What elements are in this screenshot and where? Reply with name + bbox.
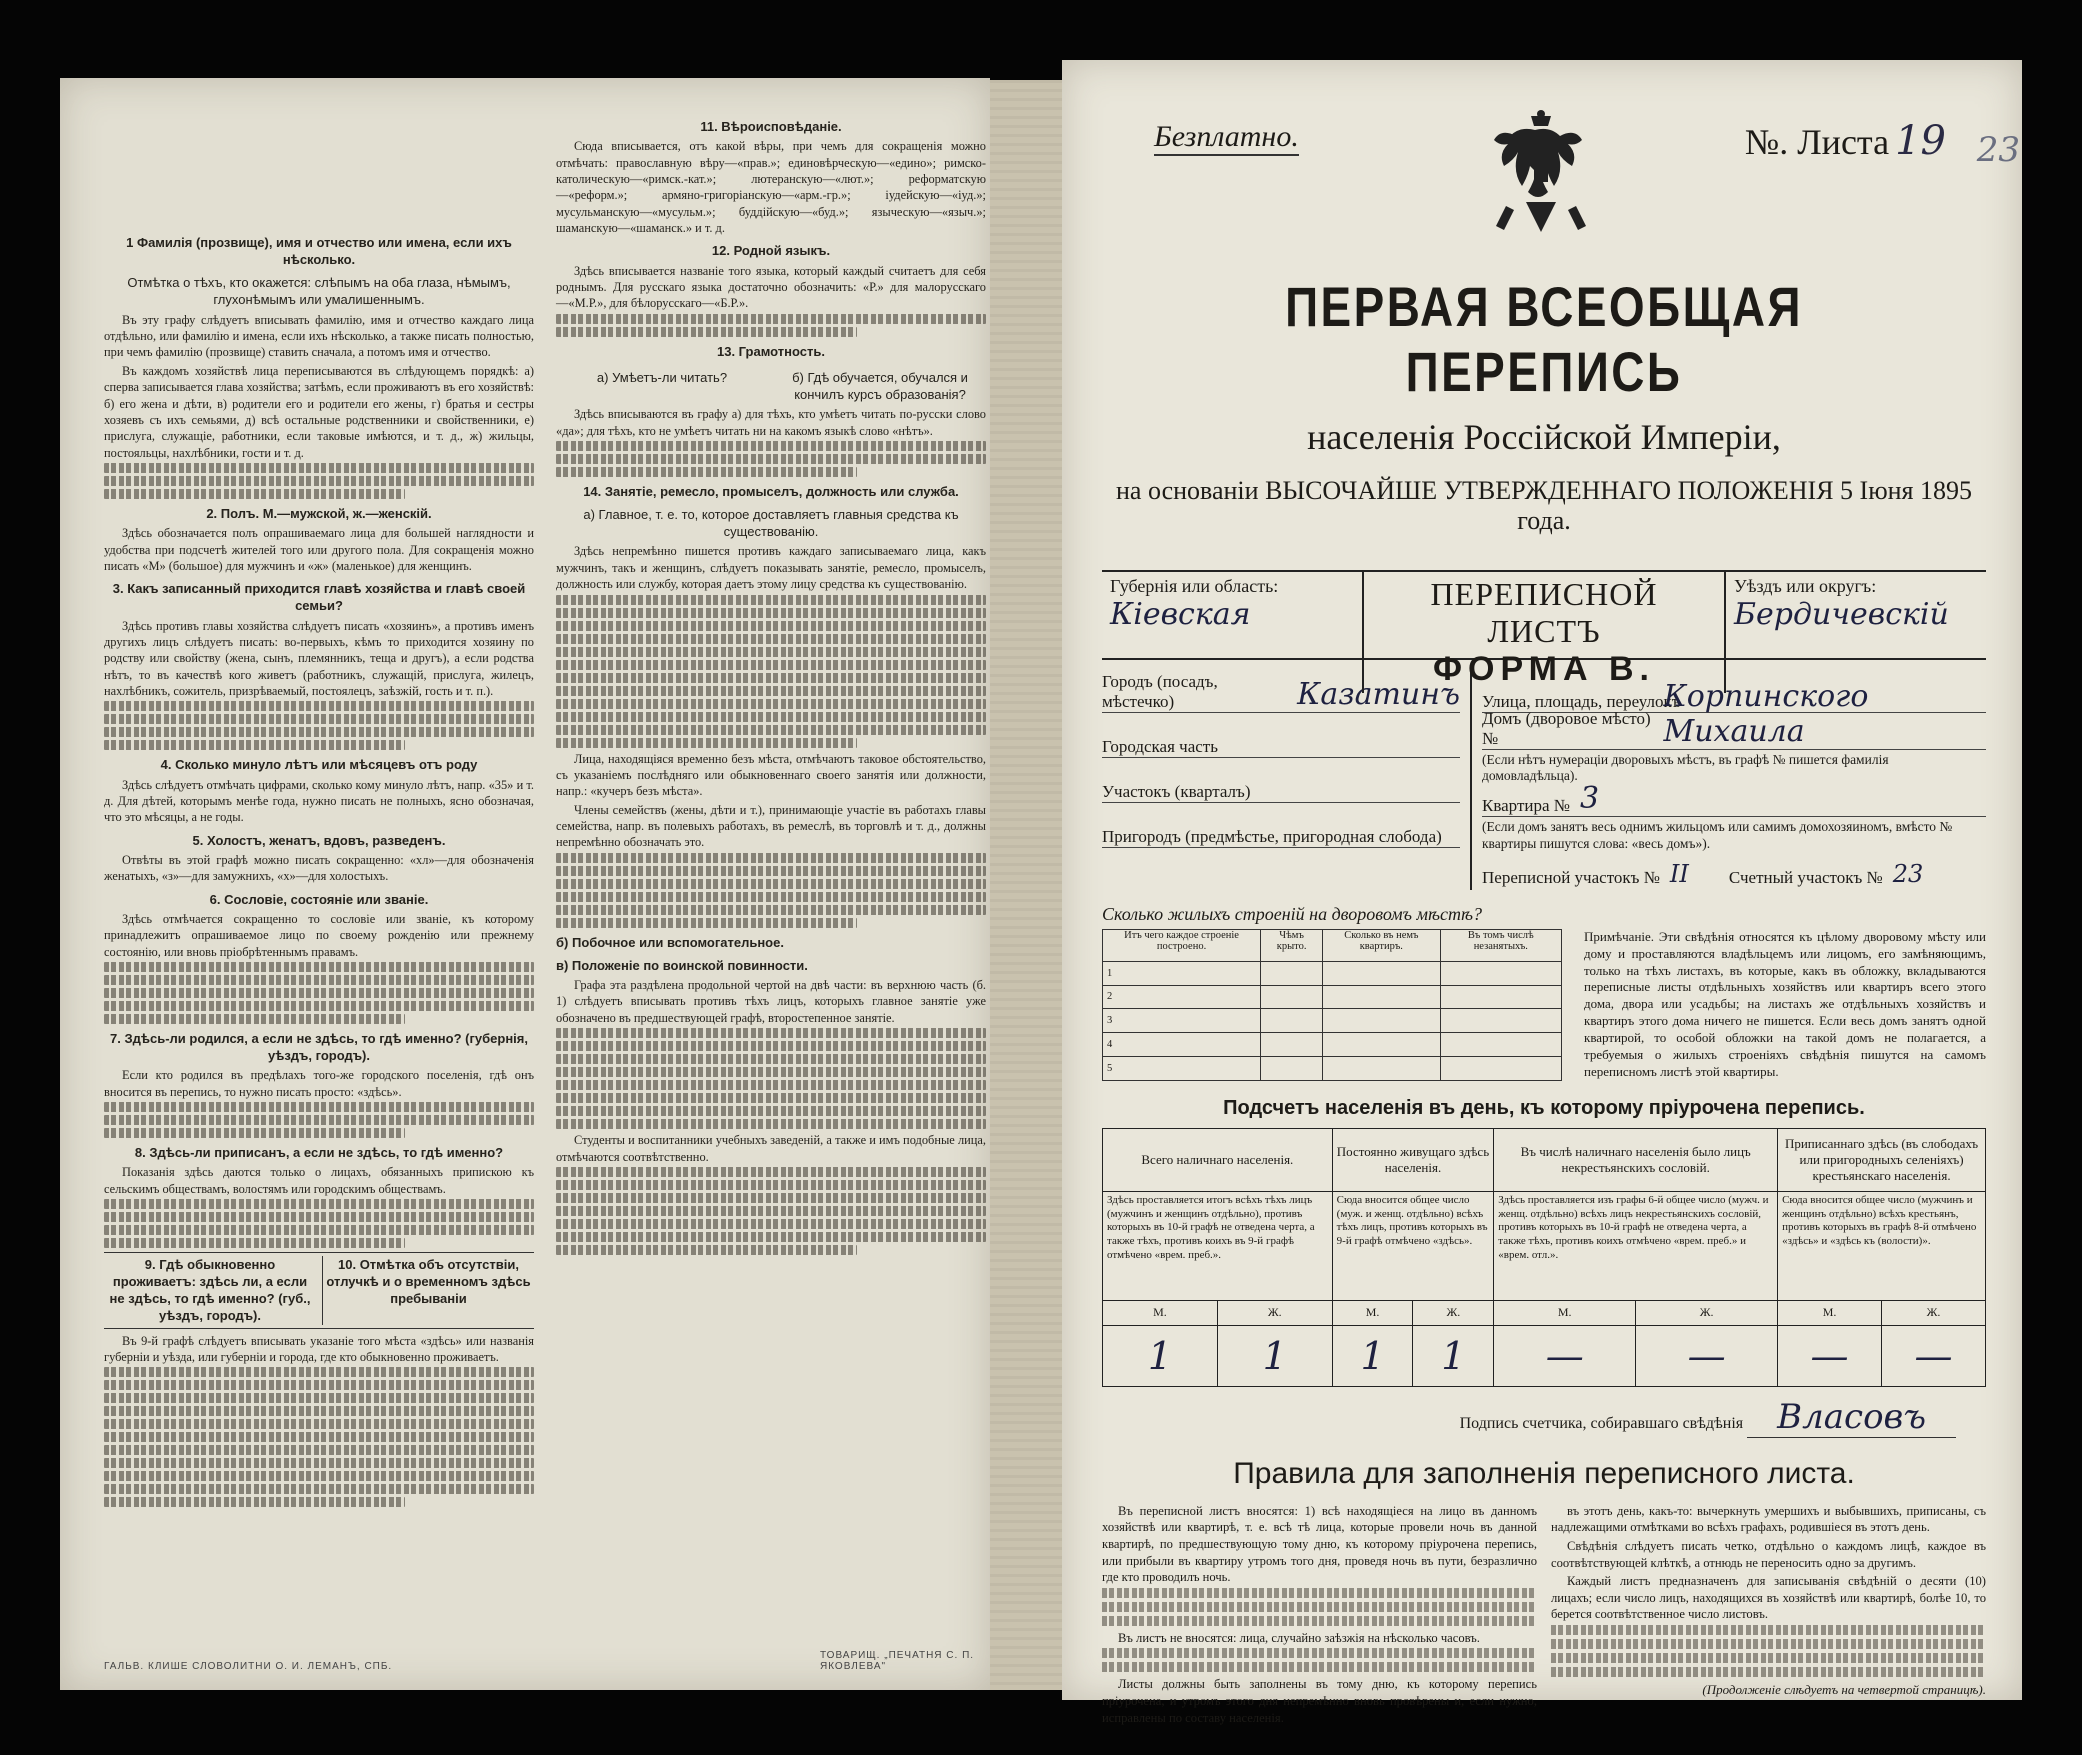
row-number: 2 bbox=[1103, 985, 1261, 1009]
text-line bbox=[104, 1102, 534, 1112]
section-5-heading: 5. Холостъ, женатъ, вдовъ, разведенъ. bbox=[192, 832, 446, 848]
section-8-text: Показанія здѣсь даются только о лицахъ, обязанныхъ припискою къ сельскимъ обществамъ, волостямъ или городскимъ обществамъ. bbox=[104, 1165, 534, 1196]
text-line bbox=[556, 1219, 986, 1229]
town-part-label: Городская часть bbox=[1102, 737, 1218, 756]
rules-text bbox=[1102, 1503, 1986, 1728]
signature-value: Власовъ bbox=[1747, 1397, 1956, 1438]
text-line bbox=[104, 1419, 534, 1429]
text-line bbox=[104, 714, 534, 724]
precinct-field bbox=[1102, 760, 1460, 803]
text-line bbox=[556, 1167, 986, 1177]
text-line bbox=[104, 1128, 405, 1138]
house-note: (Если нѣтъ нумераціи дворовыхъ мѣстъ, въ графѣ № пишется фамилія домовладѣльца). bbox=[1482, 752, 1889, 784]
text-line bbox=[104, 740, 405, 750]
text-line bbox=[104, 1238, 405, 1248]
text-line bbox=[556, 314, 986, 324]
text-line bbox=[104, 988, 534, 998]
female-header: Ж. bbox=[1636, 1300, 1778, 1325]
text-line bbox=[104, 1199, 534, 1209]
rules-paragraph: Въ переписной листъ вносятся: 1) всѣ находящіеся на лицо въ данномъ хозяйствѣ или квартирѣ, т. е. всѣ тѣ лица, которые провели ночь въ данной квартирѣ, по предшествующую тому дню, къ которому пріурочена перепись, или прибыли въ квартиру утромъ того дня, проведя ночь въ пути, безразлично где кто проводилъ ночь. bbox=[1102, 1503, 1537, 1585]
left-page-instructions bbox=[60, 78, 990, 1690]
text-line bbox=[556, 647, 986, 657]
section-14-text-3: Члены семействъ (жены, дѣти и т.), принимающіе участіе въ работахъ главы семейства, напр. въ полевыхъ работахъ, въ ремеслѣ, въ торговлѣ и т. д., должны непремѣнно обозначать это. bbox=[556, 802, 986, 850]
census-area-label: Переписной участокъ № bbox=[1482, 867, 1660, 887]
text-line bbox=[556, 725, 986, 735]
count-value: 1 bbox=[1103, 1325, 1218, 1386]
buildings-header-row bbox=[1103, 929, 1562, 961]
section-5-text: Отвѣты въ этой графѣ можно писать сокращенно: «хл»—для обозначенія женатыхъ, «з»—для замужнихъ, «х»—для холостыхъ. bbox=[104, 852, 534, 884]
double-headed-eagle-emblem-icon bbox=[1486, 106, 1596, 256]
section-7-heading: 7. Здѣсь-ли родился, а если не здѣсь, то гдѣ именно? (губернія, уѣздъ, городъ). bbox=[110, 1030, 528, 1064]
text-line bbox=[556, 1106, 986, 1116]
text-line bbox=[556, 1067, 986, 1077]
text-line bbox=[104, 1380, 534, 1390]
text-line bbox=[104, 476, 534, 486]
count-value: 1 bbox=[1332, 1325, 1413, 1386]
text-line bbox=[556, 327, 857, 337]
binding-gutter bbox=[990, 80, 1062, 1690]
section-1-note: Отмѣтка о тѣхъ, кто окажется: слѣпымъ на оба глаза, нѣмымъ, глухонѣмымъ или умалишеннымъ. bbox=[127, 275, 511, 308]
text-line bbox=[1102, 1662, 1537, 1672]
sheet-number bbox=[1745, 118, 1946, 164]
province-label: Губернія или область: bbox=[1110, 576, 1279, 596]
text-line bbox=[556, 621, 986, 631]
rules-paragraph: Листы должны быть заполнены въ тому дню, къ которому перепись пріурочена, и утромъ этого дня непремѣнно вновь провѣрены и, если нужно, исправлены по составу населенія. bbox=[1102, 1677, 1537, 1725]
count-desc-peasant: Сюда вносится общее число (мужчинъ и женщинъ отдѣльно) всѣхъ крестьянъ, противъ которыхъ въ графѣ 8-й отмѣчено «здѣсь» и «здѣсь къ (волости)». bbox=[1778, 1191, 1986, 1300]
suburb-label: Пригородъ (предмѣстье, пригородная слобода) bbox=[1102, 827, 1442, 846]
census-area-value: II bbox=[1669, 859, 1689, 888]
district-label: Уѣздъ или округъ: bbox=[1734, 576, 1877, 596]
male-header: М. bbox=[1332, 1300, 1413, 1325]
form-variant: ФОРМА В. bbox=[1432, 650, 1656, 688]
apartment-value: 3 bbox=[1580, 781, 1600, 817]
section-3-heading: 3. Какъ записанный приходится главѣ хозяйства и главѣ своей семьи? bbox=[112, 581, 526, 614]
region-row bbox=[1102, 572, 1986, 688]
address-block bbox=[1102, 670, 1986, 890]
continuation-note: (Продолженіе слѣдуетъ на четвертой страницѣ). bbox=[1702, 1682, 1986, 1698]
text-line bbox=[556, 1232, 986, 1242]
town-part-field bbox=[1102, 715, 1460, 758]
text-line bbox=[556, 454, 986, 464]
text-line bbox=[1102, 1616, 1537, 1626]
count-value: — bbox=[1882, 1325, 1986, 1386]
instructions-column-right bbox=[556, 112, 986, 1258]
count-desc-permanent: Сюда вносится общее число (муж. и женщ. отдѣльно) всѣхъ тѣхъ лицъ, противъ которыхъ въ 9-й графѣ отмѣчено «здѣсь». bbox=[1332, 1191, 1494, 1300]
population-count-table bbox=[1102, 1128, 1986, 1387]
address-right bbox=[1472, 670, 1986, 890]
section-10-heading: 10. Отмѣтка объ отсутствіи, отлучкѣ и о временномъ здѣсь пребываніи bbox=[322, 1256, 534, 1325]
count-header-non-peasant: Въ числѣ наличнаго населенія было лицъ некрестьянскихъ сословій. bbox=[1494, 1128, 1778, 1191]
text-line bbox=[556, 1093, 986, 1103]
section-14b-heading: б) Побочное или вспомогательное. bbox=[556, 934, 784, 950]
table-row bbox=[1103, 1033, 1562, 1057]
text-line bbox=[104, 489, 405, 499]
text-line bbox=[104, 1225, 534, 1235]
count-sex-row bbox=[1103, 1300, 1986, 1325]
male-header: М. bbox=[1103, 1300, 1218, 1325]
street-label: Улица, площадь, переулокъ bbox=[1482, 692, 1681, 711]
instructions-column-left bbox=[104, 228, 534, 1510]
text-line bbox=[104, 1014, 405, 1024]
apartment-field bbox=[1482, 781, 1986, 817]
suburb-field bbox=[1102, 805, 1460, 848]
rules-paragraph: въ этотъ день, какъ-то: вычеркнуть умершихъ и выбывшихъ, приписаны, съ надлежащими отмѣтками во всѣхъ графахъ, родившіеся въ этотъ день. bbox=[1551, 1503, 1986, 1535]
female-header: Ж. bbox=[1217, 1300, 1332, 1325]
text-line bbox=[1551, 1625, 1986, 1635]
text-line bbox=[1551, 1653, 1986, 1663]
census-form-page bbox=[1062, 60, 2022, 1725]
section-9-10-header bbox=[104, 1252, 534, 1329]
text-line bbox=[556, 595, 986, 605]
section-14a-heading: а) Главное, т. е. то, которое доставляетъ главныя средства къ существованію. bbox=[583, 507, 959, 540]
section-13-heading: 13. Грамотность. bbox=[717, 343, 825, 359]
text-line bbox=[104, 1367, 534, 1377]
section-13b-heading: б) Гдѣ обучается, обучался и кончилъ курсъ образованія? bbox=[792, 369, 968, 402]
signature-row bbox=[1102, 1397, 1986, 1437]
section-2-heading: 2. Полъ. М.—мужской, ж.—женскій. bbox=[206, 506, 432, 521]
count-values-row bbox=[1103, 1325, 1986, 1386]
count-header-row bbox=[1103, 1128, 1986, 1191]
page-subtitle: населенія Россійской Имперіи, bbox=[1307, 417, 1781, 457]
section-6-text: Здѣсь отмѣчается сокращенно то сословіе или званіе, къ которому принадлежитъ опрашиваемое лицо по своему рожденію или прежнему состоянію, или вновь пріобрѣтеннымъ правамъ. bbox=[104, 911, 534, 959]
female-header: Ж. bbox=[1413, 1300, 1494, 1325]
text-line bbox=[104, 1484, 534, 1494]
text-line bbox=[104, 1497, 405, 1507]
buildings-header-material: Итъ чего каждое строеніе построено. bbox=[1103, 929, 1261, 961]
text-line bbox=[556, 866, 986, 876]
table-row bbox=[1103, 985, 1562, 1009]
section-8-heading: 8. Здѣсь-ли приписанъ, а если не здѣсь, то гдѣ именно? bbox=[134, 1145, 504, 1160]
section-12-text: Здѣсь вписывается названіе того языка, который каждый считаетъ для себя роднымъ. Для русскаго языка достаточно обозначить: «Р.» для малорусскаго—«М.Р.», для бѣлорусскаго—«Б.Р.». bbox=[556, 263, 986, 311]
text-line bbox=[104, 701, 534, 711]
section-6-heading: 6. Сословіе, состояніе или званіе. bbox=[209, 891, 429, 907]
text-line bbox=[104, 1212, 534, 1222]
town-value: Казатинъ bbox=[1297, 677, 1460, 712]
count-desc-non-peasant: Здѣсь проставляется изъ графы 6-й общее число (мужч. и женщ. отдѣльно) всѣхъ лицъ некрестьянскихъ сословій, противъ которыхъ въ 10-й графѣ не отведена черта, а также тѣхъ, противъ коихъ отмѣчено «врем. преб.» и «врем. отл.». bbox=[1494, 1191, 1778, 1300]
town-label: Городъ (посадъ, мѣстечко) bbox=[1102, 672, 1218, 711]
text-line bbox=[104, 1406, 534, 1416]
row-number: 1 bbox=[1103, 961, 1261, 985]
buildings-header-apartments: Сколько въ немъ квартиръ. bbox=[1323, 929, 1441, 961]
form-header bbox=[1102, 100, 2020, 270]
text-line bbox=[1102, 1648, 1537, 1658]
rules-paragraph: Свѣдѣнія слѣдуетъ писать четко, отдѣльно о каждомъ лицѣ, каждое въ соотвѣтствующей клѣткѣ, а отнюдь не переносить одно за другимъ. bbox=[1551, 1538, 1986, 1570]
section-11-heading: 11. Вѣроисповѣданіе. bbox=[700, 119, 842, 134]
section-2-text: Здѣсь обозначается полъ опрашиваемаго лица для большей наглядности и удобства при подсчетѣ жителей того или другого пола. Для сокращенія можно писать «М» (большое) для мужчинъ и «ж» (маленькое) для женщинъ. bbox=[104, 526, 534, 573]
rules-column-right bbox=[1551, 1503, 1986, 1728]
section-13a-heading: а) Умѣетъ-ли читать? bbox=[596, 369, 728, 385]
count-header-peasant: Приписаннаго здѣсь (въ слободахъ или пригородныхъ селеніяхъ) крестьянскаго населенія. bbox=[1778, 1128, 1986, 1191]
female-header: Ж. bbox=[1882, 1300, 1986, 1325]
right-imprint: ТОВАРИЩ. „ПЕЧАТНЯ С. П. ЯКОВЛЕВА" bbox=[820, 1650, 975, 1672]
rules-title: Правила для заполненія переписного листа. bbox=[1233, 1456, 1855, 1490]
section-3-text: Здѣсь противъ главы хозяйства слѣдуетъ писать «хозяинъ», а противъ именъ другихъ лицъ слѣдуетъ писать: во-первыхъ, кѣмъ то приходится хозяину по родству или свойству (жена, сынъ, племянникъ, теща и другъ), а если родства нѣтъ, то въ качествѣ кого живетъ (работникъ, служащій, прислуга, жилецъ, нахлѣбникъ, сожитель, призрѣваемый, постоялецъ, заѣзжій, гость и т. п.). bbox=[104, 618, 534, 699]
text-line bbox=[556, 1028, 986, 1038]
text-line bbox=[556, 918, 857, 928]
form-title: ПЕРЕПИСНОЙ ЛИСТЪ bbox=[1430, 576, 1658, 649]
count-value: 1 bbox=[1413, 1325, 1494, 1386]
table-row bbox=[1103, 961, 1562, 985]
table-row bbox=[1103, 1009, 1562, 1033]
text-line bbox=[556, 634, 986, 644]
section-1-text: Въ эту графу слѣдуетъ вписывать фамилію, имя и отчество каждаго лица отдѣльно, или фамилію и имена, если ихъ нѣсколько, а также писать полностью, при чемъ фамилію (прозвище) ставить сначала, а потомъ имя и отчество. bbox=[104, 312, 534, 360]
section-4-text: Здѣсь слѣдуетъ отмѣчать цифрами, сколько кому минуло лѣтъ, напр. «35» и т. д. Для дѣтей, которымъ менѣе года, нужно писать не полныхъ, ясно обозначая, что это мѣсяцы, а не годы. bbox=[104, 777, 534, 825]
section-14-text-5: Студенты и воспитанники учебныхъ заведеній, а также и имъ подобные лица, отмѣчаются соотвѣтственно. bbox=[556, 1133, 986, 1164]
text-line bbox=[104, 962, 534, 972]
section-11-text: Сюда вписывается, отъ какой вѣры, при чемъ для сокращенія можно отмѣчать: православную вѣру—«прав.»; единовѣрческую—«едино»; римско-католическую—«римск.-кат.»; лютеранскую—«лют.»; реформатскую—«реформ.»; армяно-григоріанскую—«арм.-гр.»; іудейскую—«іуд.»; мусульманскую—«мусульм.»; буддійскую—«буд.»; языческую—«языч.»; шаманскую—«шаманск.» и т. д. bbox=[556, 139, 986, 236]
text-line bbox=[556, 1180, 986, 1190]
buildings-header-vacant: Въ томъ числѣ незанятыхъ. bbox=[1440, 929, 1561, 961]
section-7-text: Если кто родился въ предѣлахъ того-же городского поселенія, гдѣ онъ вносится въ перепись, то нужно писать просто: «здѣсь». bbox=[104, 1068, 534, 1099]
row-number: 3 bbox=[1103, 1009, 1261, 1033]
buildings-section bbox=[1102, 929, 1986, 1081]
text-line bbox=[104, 975, 534, 985]
precinct-label: Участокъ (кварталъ) bbox=[1102, 782, 1251, 801]
text-line bbox=[1551, 1639, 1986, 1649]
section-14-text-4: Графа эта раздѣлена продольной чертой на двѣ части: въ верхнюю часть (б. 1) слѣдуетъ вписывать противъ тѣхъ лицъ, которыхъ главное занятіе уже обозначено въ предшествующей графѣ, второстепенное занятіе. bbox=[556, 978, 986, 1025]
province-value: Кіевская bbox=[1110, 597, 1251, 632]
section-12-heading: 12. Родной языкъ. bbox=[711, 243, 831, 259]
count-header-total: Всего наличнаго населенія. bbox=[1103, 1128, 1333, 1191]
male-header: М. bbox=[1494, 1300, 1636, 1325]
text-line bbox=[1102, 1602, 1537, 1612]
text-line bbox=[556, 905, 986, 915]
buildings-note: Примѣчаніе. Эти свѣдѣнія относятся къ цѣлому дворовому мѣсту или дому и проставляются владѣльцемъ или лицомъ, его замѣняющимъ, только на тѣхъ листахъ, въ которые, какъ въ обложку, вкладываются переписные листы отдѣльныхъ хозяйствъ или квартиръ всего этого дома, двора или усадьбы; на листахъ же отдѣльныхъ хозяйствъ и квартиръ этого дома ничего не пишется. Если весь домъ занятъ одной квартирой, то особой обложки на такой домъ не полагается, а требуемыя о жилыхъ строеніяхъ свѣдѣнія пишутся на самомъ переписномъ листѣ этой квартиры. bbox=[1584, 928, 1986, 1079]
text-line bbox=[104, 1432, 534, 1442]
section-1-text-2: Въ каждомъ хозяйствѣ лица переписываются въ слѣдующемъ порядкѣ: а) сперва записывается глава хозяйства; затѣмъ, если проживаютъ въ его хозяйствѣ: б) его жена и дѣти, в) родители его и родители его жены, г) братья и сестры хозяевъ съ ихъ семьями, д) всѣ остальные родственники и свойственники, е) прислуга, служащіе, работники, если таковые имѣются, и т. д., ж) жильцы, постояльцы, нахлѣбники, гости и т. д. bbox=[104, 363, 534, 460]
counting-area-label: Счетный участокъ № bbox=[1728, 867, 1883, 887]
text-line bbox=[556, 686, 986, 696]
count-value: — bbox=[1778, 1325, 1882, 1386]
census-areas bbox=[1482, 852, 1986, 888]
text-line bbox=[556, 892, 986, 902]
text-line bbox=[556, 1193, 986, 1203]
count-value: — bbox=[1494, 1325, 1636, 1386]
apartment-label: Квартира № bbox=[1482, 796, 1571, 816]
count-value: — bbox=[1636, 1325, 1778, 1386]
section-9-heading: 9. Гдѣ обыкновенно проживаетъ: здѣсь ли, а если не здѣсь, то гдѣ именно? (губ., уѣздъ, городъ). bbox=[109, 1256, 311, 1324]
text-line bbox=[556, 853, 986, 863]
text-line bbox=[556, 608, 986, 618]
buildings-header-roof: Чѣмъ крыто. bbox=[1261, 929, 1323, 961]
house-label: Домъ (дворовое мѣсто) № bbox=[1482, 709, 1651, 748]
text-line bbox=[556, 699, 986, 709]
sheet-number-label: №. Листа bbox=[1744, 122, 1890, 162]
buildings-question: Сколько жилыхъ строеній на дворовомъ мѣстѣ? bbox=[1102, 903, 1482, 924]
count-header-permanent: Постоянно живущаго здѣсь населенія. bbox=[1332, 1128, 1494, 1191]
count-value: 1 bbox=[1217, 1325, 1332, 1386]
text-line bbox=[104, 463, 534, 473]
text-line bbox=[104, 1115, 534, 1125]
text-line bbox=[104, 1001, 534, 1011]
district-value: Бердичевскій bbox=[1734, 597, 1949, 632]
text-line bbox=[104, 1458, 534, 1468]
row-number: 5 bbox=[1103, 1056, 1261, 1080]
text-line bbox=[556, 441, 986, 451]
text-line bbox=[104, 1445, 534, 1455]
count-desc-total: Здѣсь проставляется итогъ всѣхъ тѣхъ лицъ (мужчинъ и женщинъ отдѣльно), противъ которыхъ въ 10-й графѣ не отведена черта, а также тѣхъ, противъ коихъ въ 9-й графѣ отмѣчено «врем. преб.». bbox=[1103, 1191, 1333, 1300]
pencil-mark: 23 bbox=[1976, 130, 2020, 170]
apartment-note: (Если домъ занятъ весь однимъ жильцомъ или самимъ домохозяиномъ, вмѣсто № квартиры пишутся слова: «весь домъ»). bbox=[1482, 819, 1953, 851]
free-label: Безплатно. bbox=[1154, 120, 1299, 156]
text-line bbox=[104, 1393, 534, 1403]
table-row bbox=[1103, 1056, 1562, 1080]
text-line bbox=[556, 738, 857, 748]
text-line bbox=[556, 660, 986, 670]
section-13-subheads bbox=[556, 363, 986, 406]
text-line bbox=[104, 727, 534, 737]
left-imprint: ГАЛЬВ. КЛИШЕ СЛОВОЛИТНИ О. И. ЛЕМАНЪ, СПБ. bbox=[104, 1661, 393, 1672]
district-cell bbox=[1726, 572, 1986, 693]
sheet-number-value: 19 bbox=[1895, 118, 1946, 164]
signature-label: Подпись счетчика, собиравшаго свѣдѣнія bbox=[1459, 1414, 1744, 1432]
text-line bbox=[556, 879, 986, 889]
form-title-cell bbox=[1362, 572, 1726, 693]
text-line bbox=[556, 1041, 986, 1051]
legal-basis: на основаніи ВЫСОЧАЙШЕ УТВЕРЖДЕННАГО ПОЛОЖЕНІЯ 5 Іюня 1895 года. bbox=[1115, 476, 1973, 535]
text-line bbox=[1102, 1588, 1537, 1598]
house-value: Корпинского Михаила bbox=[1663, 679, 1869, 749]
text-line bbox=[556, 673, 986, 683]
text-line bbox=[104, 1471, 534, 1481]
section-13-text: Здѣсь вписываются въ графу а) для тѣхъ, кто умѣетъ читать по-русски слово «да»; для тѣхъ, кто не умѣетъ читать ни на какомъ языкѣ слово «нѣтъ». bbox=[556, 407, 986, 438]
section-9-text: Въ 9-й графѣ слѣдуетъ вписывать указаніе того мѣста «здѣсь» или названія губерніи и уѣзда, или губерніи и города, где кто обыкновенно проживаетъ. bbox=[104, 1333, 534, 1364]
province-cell bbox=[1102, 572, 1362, 693]
row-number: 4 bbox=[1103, 1033, 1261, 1057]
text-line bbox=[556, 1206, 986, 1216]
section-14c-heading: в) Положеніе по воинской повинности. bbox=[556, 957, 808, 973]
text-line bbox=[556, 1245, 857, 1255]
address-left bbox=[1102, 670, 1472, 890]
text-line bbox=[1551, 1667, 1986, 1677]
page-title: ПЕРВАЯ ВСЕОБЩАЯ ПЕРЕПИСЬ bbox=[1285, 275, 1803, 403]
section-1-heading: 1 Фамилія (прозвище), имя и отчество или имена, если ихъ нѣсколько. bbox=[126, 235, 512, 268]
text-line bbox=[556, 467, 857, 477]
text-line bbox=[556, 712, 986, 722]
buildings-table bbox=[1102, 929, 1562, 1081]
population-count-title: Подсчетъ населенія въ день, къ которому пріурочена перепись. bbox=[1223, 1096, 1865, 1119]
rules-column-left bbox=[1102, 1503, 1537, 1728]
rules-paragraph: Въ листъ не вносятся: лица, случайно заѣзжія на нѣсколько часовъ. bbox=[1118, 1630, 1480, 1645]
section-14-heading: 14. Занятіе, ремесло, промыселъ, должность или служба. bbox=[583, 483, 959, 499]
text-line bbox=[556, 1119, 986, 1129]
section-4-heading: 4. Сколько минуло лѣтъ или мѣсяцевъ отъ роду bbox=[160, 757, 478, 773]
section-14-text-2: Лица, находящіяся временно безъ мѣста, отмѣчаютъ таковое обстоятельство, съ указаніемъ послѣдняго или обыкновеннаго своего занятія или должности, напр.: «кучеръ безъ мѣста». bbox=[556, 751, 986, 799]
male-header: М. bbox=[1778, 1300, 1882, 1325]
text-line bbox=[556, 1080, 986, 1090]
text-line bbox=[556, 1054, 986, 1064]
rules-paragraph: Каждый листъ предназначенъ для записыванія свѣдѣній о десяти (10) лицахъ; если число лицъ, находящихся въ хозяйствѣ или квартирѣ, болѣе 10, то берется соотвѣтственное число листовъ. bbox=[1551, 1574, 1986, 1622]
count-desc-row bbox=[1103, 1191, 1986, 1300]
counting-area-value: 23 bbox=[1892, 859, 1924, 888]
section-14-text: Здѣсь непремѣнно пишется противъ каждаго записываемаго лица, какъ мужчинъ, такъ и женщинъ, слѣдуетъ показывать занятіе, ремесло, промыселъ, должность или службу, которая даетъ этому лицу средства къ существованію. bbox=[556, 544, 986, 592]
